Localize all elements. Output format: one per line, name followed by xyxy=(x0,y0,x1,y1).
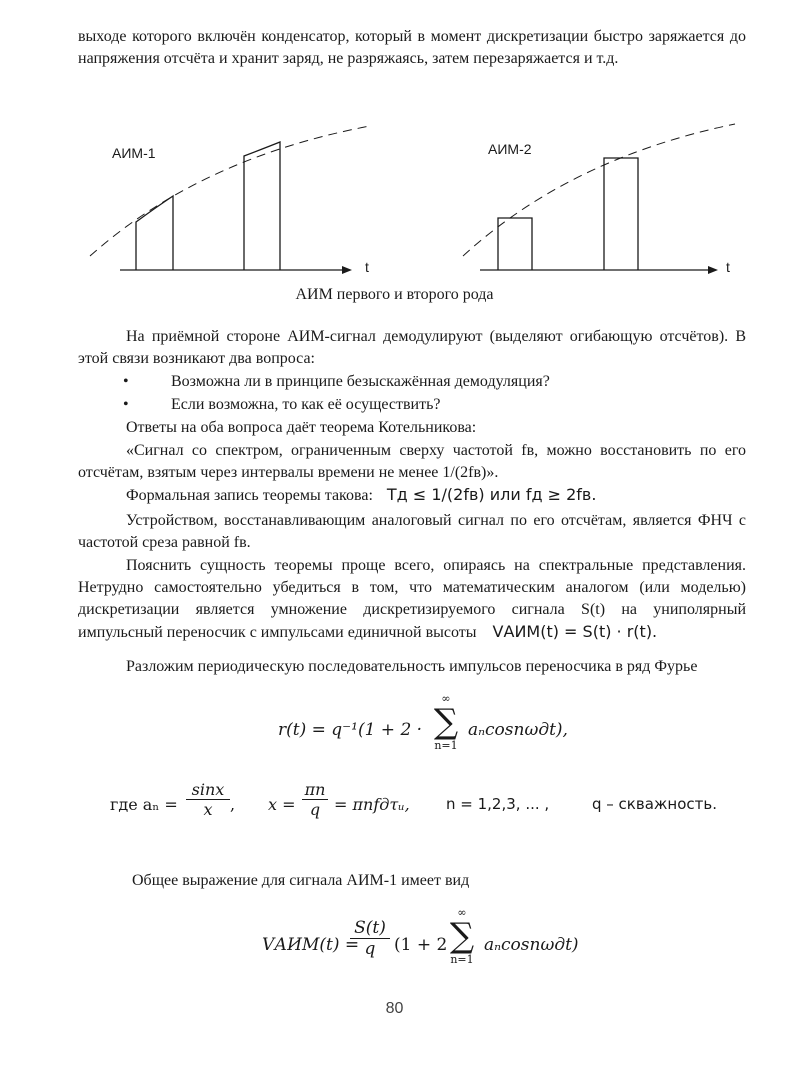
formal-formula: Tд ≤ 1/(2fв) или fд ≥ 2fв. xyxy=(386,485,597,504)
frac-x-num: πn xyxy=(302,780,328,800)
vaim-mid: (1 + 2 xyxy=(394,935,448,955)
aim2-panel xyxy=(463,124,735,275)
bullet-text-2: Если возможна, то как её осуществить? xyxy=(171,396,441,413)
sum-sign: ∑ xyxy=(433,702,459,742)
paragraph-device: Устройством, восстанавливающим аналоговый сигнал по его отсчётам, является ФНЧ с частотой среза равной fв. xyxy=(78,512,746,551)
paragraph-fourier: Разложим периодическую последовательность импульсов переносчика в ряд Фурье xyxy=(126,658,698,675)
page-number: 80 xyxy=(385,1000,404,1017)
explain-text: Пояснить сущность теоремы проще всего, опираясь на спектральные представления. Нетрудно самостоятельно убедиться в том, что математическим аналогом (или моделью) дискретизации является умножение дискретизируемого сигнала S(t) на униполярный импульсный переносчик с импульсами единичной высоты xyxy=(78,557,746,641)
sum-upper-limit: ∞ xyxy=(441,692,451,705)
frac-x-den: q xyxy=(309,800,321,819)
frac-a xyxy=(186,780,230,819)
arrow-icon xyxy=(342,266,352,274)
frac-v-num: S(t) xyxy=(350,918,390,939)
bullet-item-1 xyxy=(123,371,550,393)
sum-lower-limit: n=1 xyxy=(450,953,474,966)
frac-x xyxy=(302,780,328,819)
sum-lower-limit: n=1 xyxy=(434,739,458,752)
formal-line xyxy=(78,484,746,507)
axis-label-t-left: t xyxy=(365,259,369,275)
aim-figure xyxy=(80,118,740,278)
bullet-item-2 xyxy=(123,394,441,416)
formula-r-right: aₙcosnωдt), xyxy=(468,720,568,740)
comma: , xyxy=(230,795,236,814)
sum-sign: ∑ xyxy=(449,916,475,956)
frac-v xyxy=(350,918,390,959)
bullet-text-1: Возможна ли в принципе безыскажённая демодуляция? xyxy=(171,373,550,390)
paragraph-explain xyxy=(78,555,746,644)
kotelnikov-quote: «Сигнал со спектром, ограниченным сверху частотой fв, можно восстановить по его отсчётам, взятым через интервалы времени не менее 1/(2fв)». xyxy=(78,442,746,481)
frac-v-den: q xyxy=(364,939,376,959)
where-label: где aₙ = xyxy=(110,795,178,814)
bullet-icon: • xyxy=(123,396,129,413)
formal-label: Формальная запись теоремы такова: xyxy=(126,487,373,504)
paragraph-receive: На приёмной стороне АИМ-сигнал демодулируют (выделяют огибающую отсчётов). В этой связи возникают два вопроса: xyxy=(78,328,746,367)
q-note: q – скважность. xyxy=(592,795,717,813)
bullet-icon: • xyxy=(123,373,129,390)
paragraph-general: Общее выражение для сигнала АИМ-1 имеет вид xyxy=(132,872,470,889)
n-values: n = 1,2,3, ... , xyxy=(446,795,550,813)
figure-caption: АИМ первого и второго рода xyxy=(295,286,494,303)
answers-line: Ответы на оба вопроса даёт теорема Котельникова: xyxy=(126,419,477,436)
label-aim1: АИМ-1 xyxy=(112,145,156,161)
paragraph-top: выходе которого включён конденсатор, который в момент дискретизации быстро заряжается до напряжения отсчёта и хранит заряд, не разряжаясь, затем перезаряжается и т.д. xyxy=(78,28,746,67)
x-rest: = πnfдτᵤ, xyxy=(334,795,410,814)
vaim-right: aₙcosnωдt) xyxy=(484,935,579,955)
vaim-label: VАИМ(t) = xyxy=(262,935,360,955)
sum-block-v xyxy=(442,906,482,966)
label-aim2: АИМ-2 xyxy=(488,141,532,157)
aim2-pulse-1 xyxy=(498,218,532,270)
aim1-pulse-2 xyxy=(244,142,280,270)
formula-r-left: r(t) = q⁻¹(1 + 2 · xyxy=(278,720,423,740)
aim1-panel xyxy=(90,126,370,275)
explain-formula: VАИМ(t) = S(t) · r(t). xyxy=(492,622,658,641)
sum-upper-limit: ∞ xyxy=(457,906,467,919)
arrow-icon xyxy=(708,266,718,274)
x-label: x = xyxy=(268,795,296,814)
sum-block-r xyxy=(426,692,466,752)
aim2-pulse-2 xyxy=(604,158,638,270)
axis-label-t-right: t xyxy=(726,259,730,275)
frac-a-den: x xyxy=(203,800,213,819)
formula-r xyxy=(278,720,422,740)
frac-a-num: sinx xyxy=(186,780,230,800)
